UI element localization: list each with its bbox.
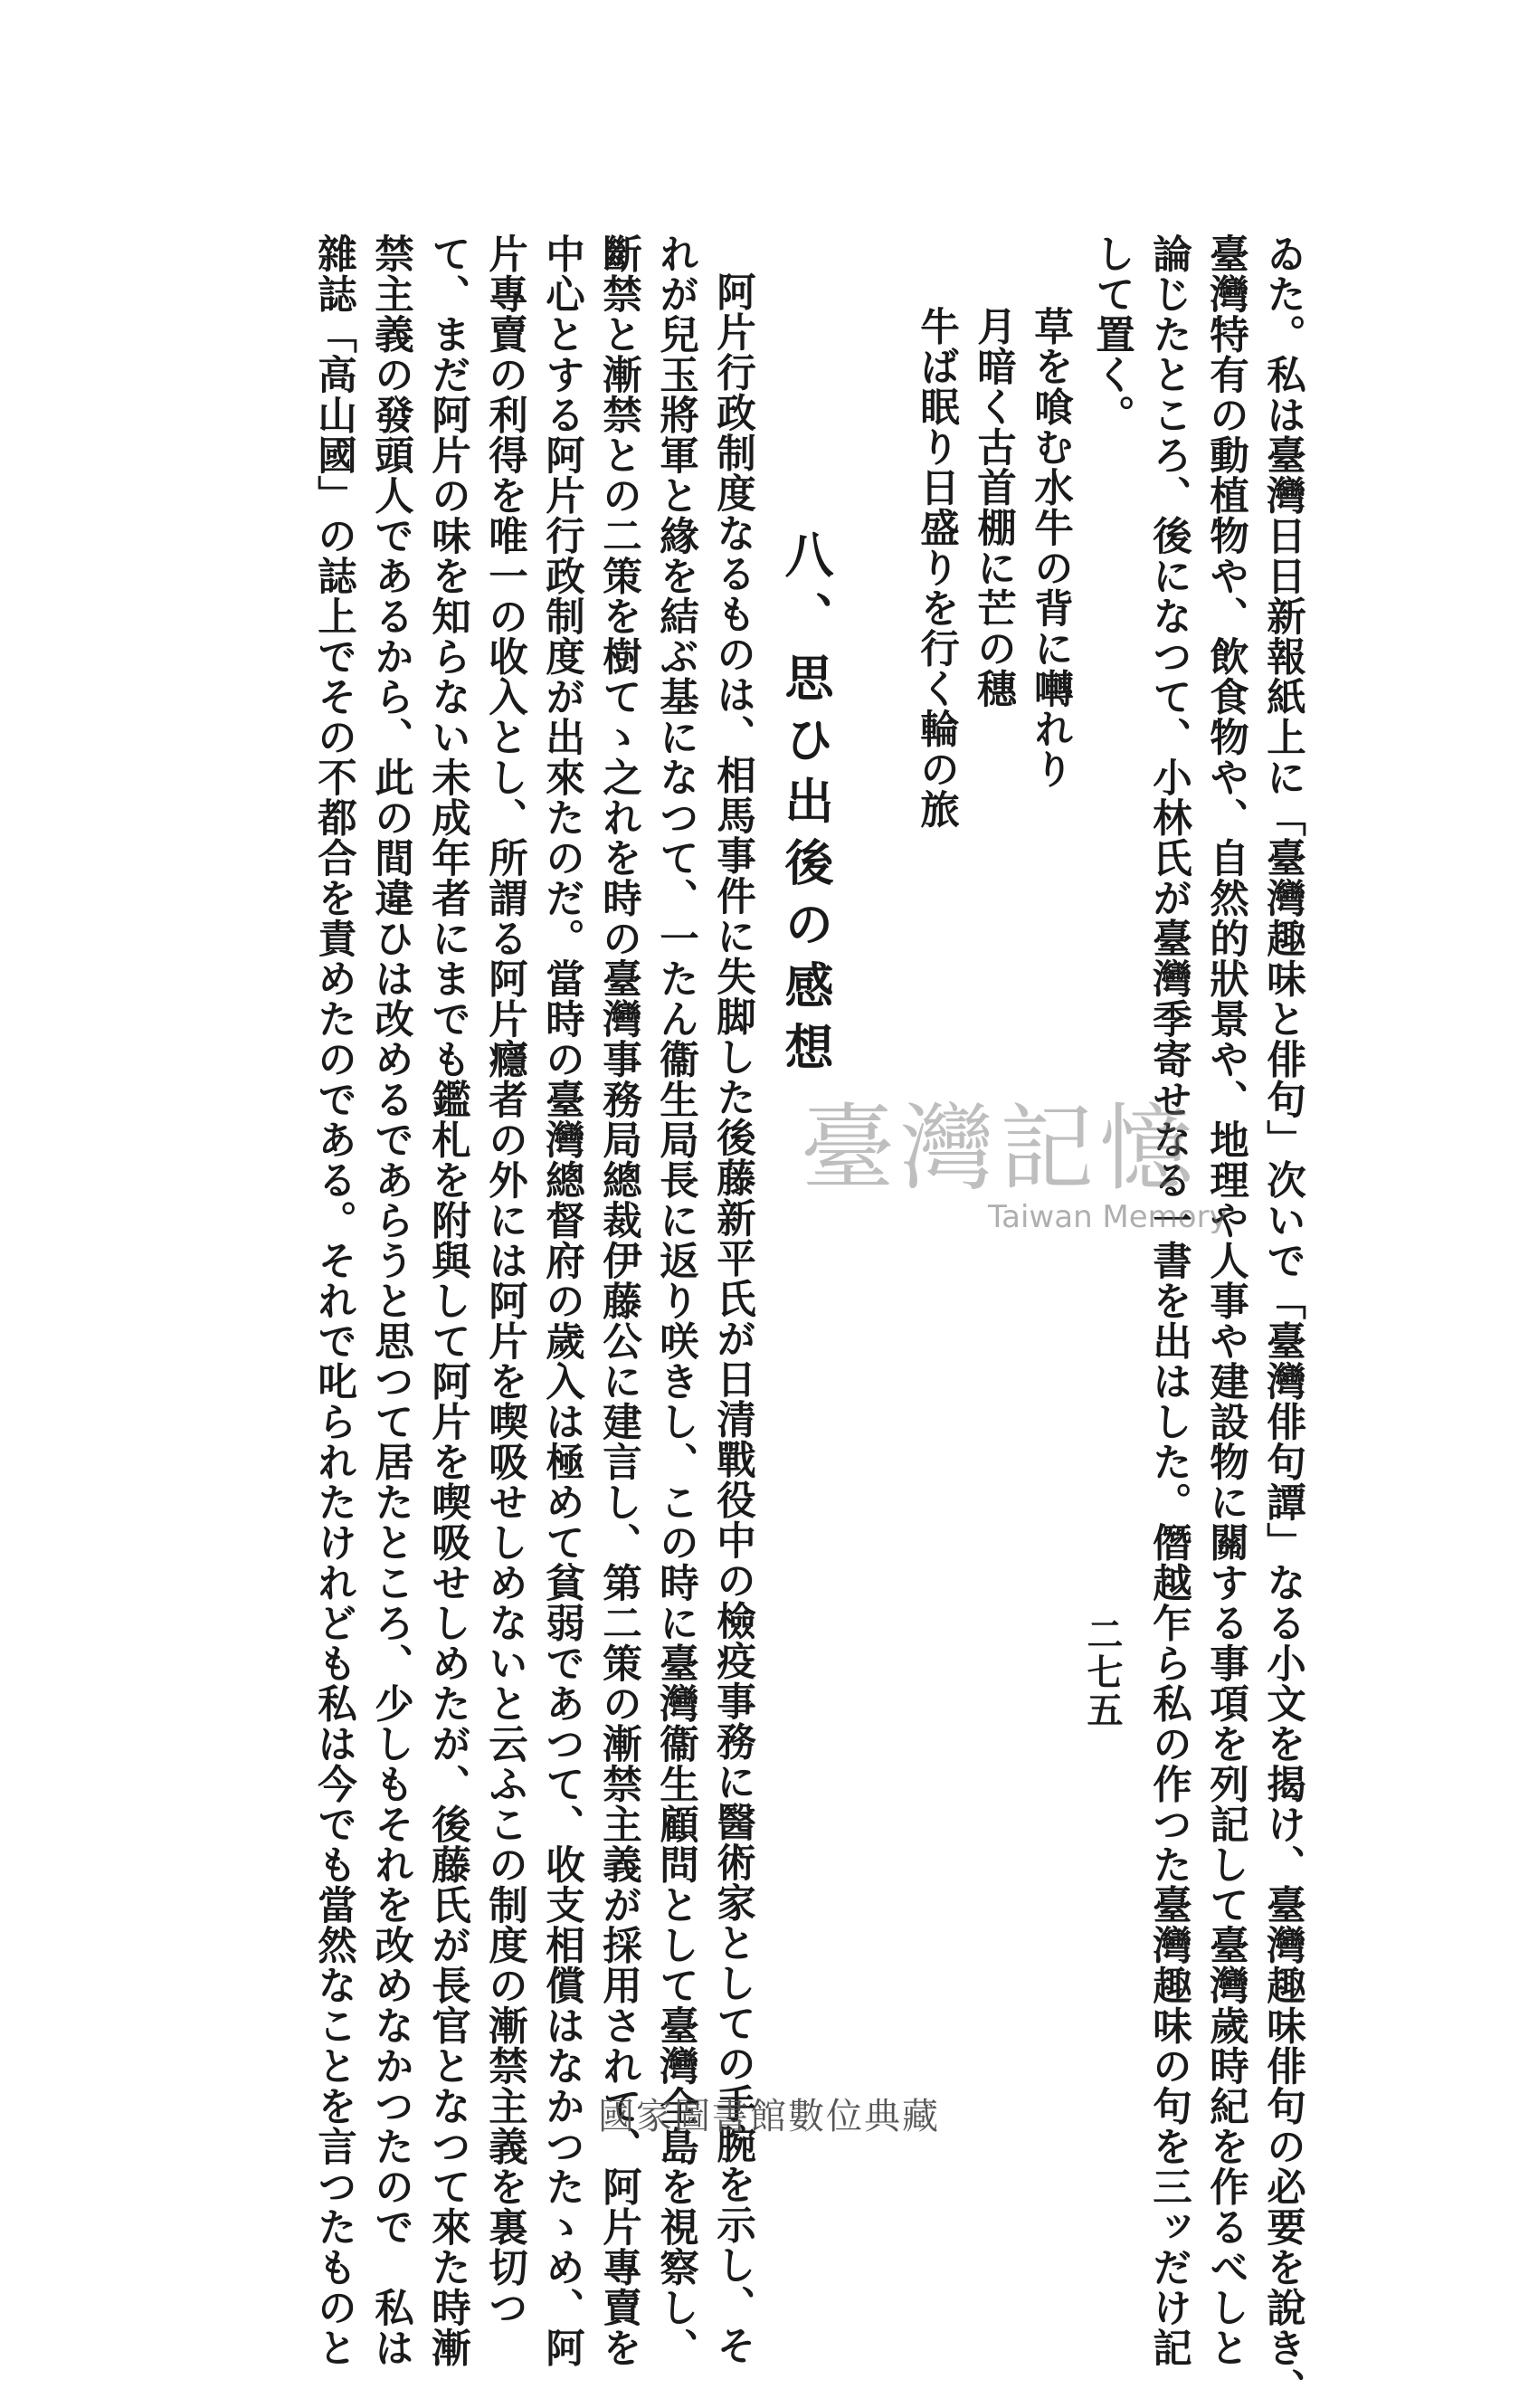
text-column: 斷禁と漸禁との二策を樹てゝ之れを時の臺灣事務局總裁伊藤公に建言し、第二策の漸禁主義が採用されて、阿片專賣を bbox=[596, 233, 642, 2368]
footer-credit: 國家圖書館數位典藏 bbox=[598, 2096, 940, 2137]
haiku-line: 月暗く古首棚に芒の穗 bbox=[971, 306, 1017, 709]
watermark-subtitle: Taiwan Memory bbox=[988, 1199, 1228, 1235]
watermark-logo: 臺灣記憶 bbox=[801, 1093, 1200, 1204]
text-column: れが兒玉將軍と緣を結ぶ基になつて、一たん衞生局長に返り咲きし、この時に臺灣衞生顧問として臺灣全島を視察し、 bbox=[653, 233, 699, 2368]
haiku-line: 牛ば眠り日盛りを行く輪の旅 bbox=[914, 306, 960, 830]
section-title: 八、思ひ出後の感想 bbox=[777, 529, 835, 1083]
text-column: 阿片行政制度なるものは、相馬事件に失脚した後藤新平氏が日清戰役中の檢疫事務に醫術家としての手腕を示し、そ bbox=[710, 271, 756, 2365]
page-number: 二七五 bbox=[1081, 1615, 1124, 1729]
text-column: して置く。 bbox=[1089, 233, 1135, 435]
text-column: ゐた。私は臺灣日日新報紙上に「臺灣趣味と俳句」次いで「臺灣俳句譚」なる小文を揭け、臺灣趣味俳句の必要を說き、 bbox=[1260, 233, 1306, 2408]
text-column: 臺灣特有の動植物や、飲食物や、自然的狀景や、地理や人事や建設物に關する事項を列記して臺灣歲時紀を作るべしと bbox=[1203, 233, 1249, 2368]
text-column: 論じたところ、後になつて、小林氏が臺灣季寄せなる一書を出はした。僭越乍ら私の作つた臺灣趣味の句を三ッだけ記 bbox=[1146, 233, 1192, 2368]
text-column: 雜誌「高山國」の誌上でその不都合を責めたのである。それで叱られたけれども私は今でも當然なことを言つたものと bbox=[311, 233, 357, 2368]
text-column: 禁主義の發頭人であるから、此の間違ひは改めるであらうと思つて居たところ、少しもそれを改めなかつたので 私は bbox=[368, 233, 414, 2368]
text-column: 片專賣の利得を唯一の收入とし、所謂る阿片癮者の外には阿片を喫吸せしめないと云ふこの制度の漸禁主義を裏切つ bbox=[482, 233, 528, 2327]
text-column: 中心とする阿片行政制度が出來たのだ。當時の臺灣總督府の歲入は極めて貧弱であつて、收支相償はなかつたゝめ、阿 bbox=[539, 233, 585, 2368]
text-column: て、まだ阿片の味を知らない未成年者にまでも鑑札を附與して阿片を喫吸せしめたが、後藤氏が長官となつて來た時漸 bbox=[425, 233, 471, 2368]
haiku-line: 草を喰む水牛の背に囀れり bbox=[1028, 306, 1074, 789]
